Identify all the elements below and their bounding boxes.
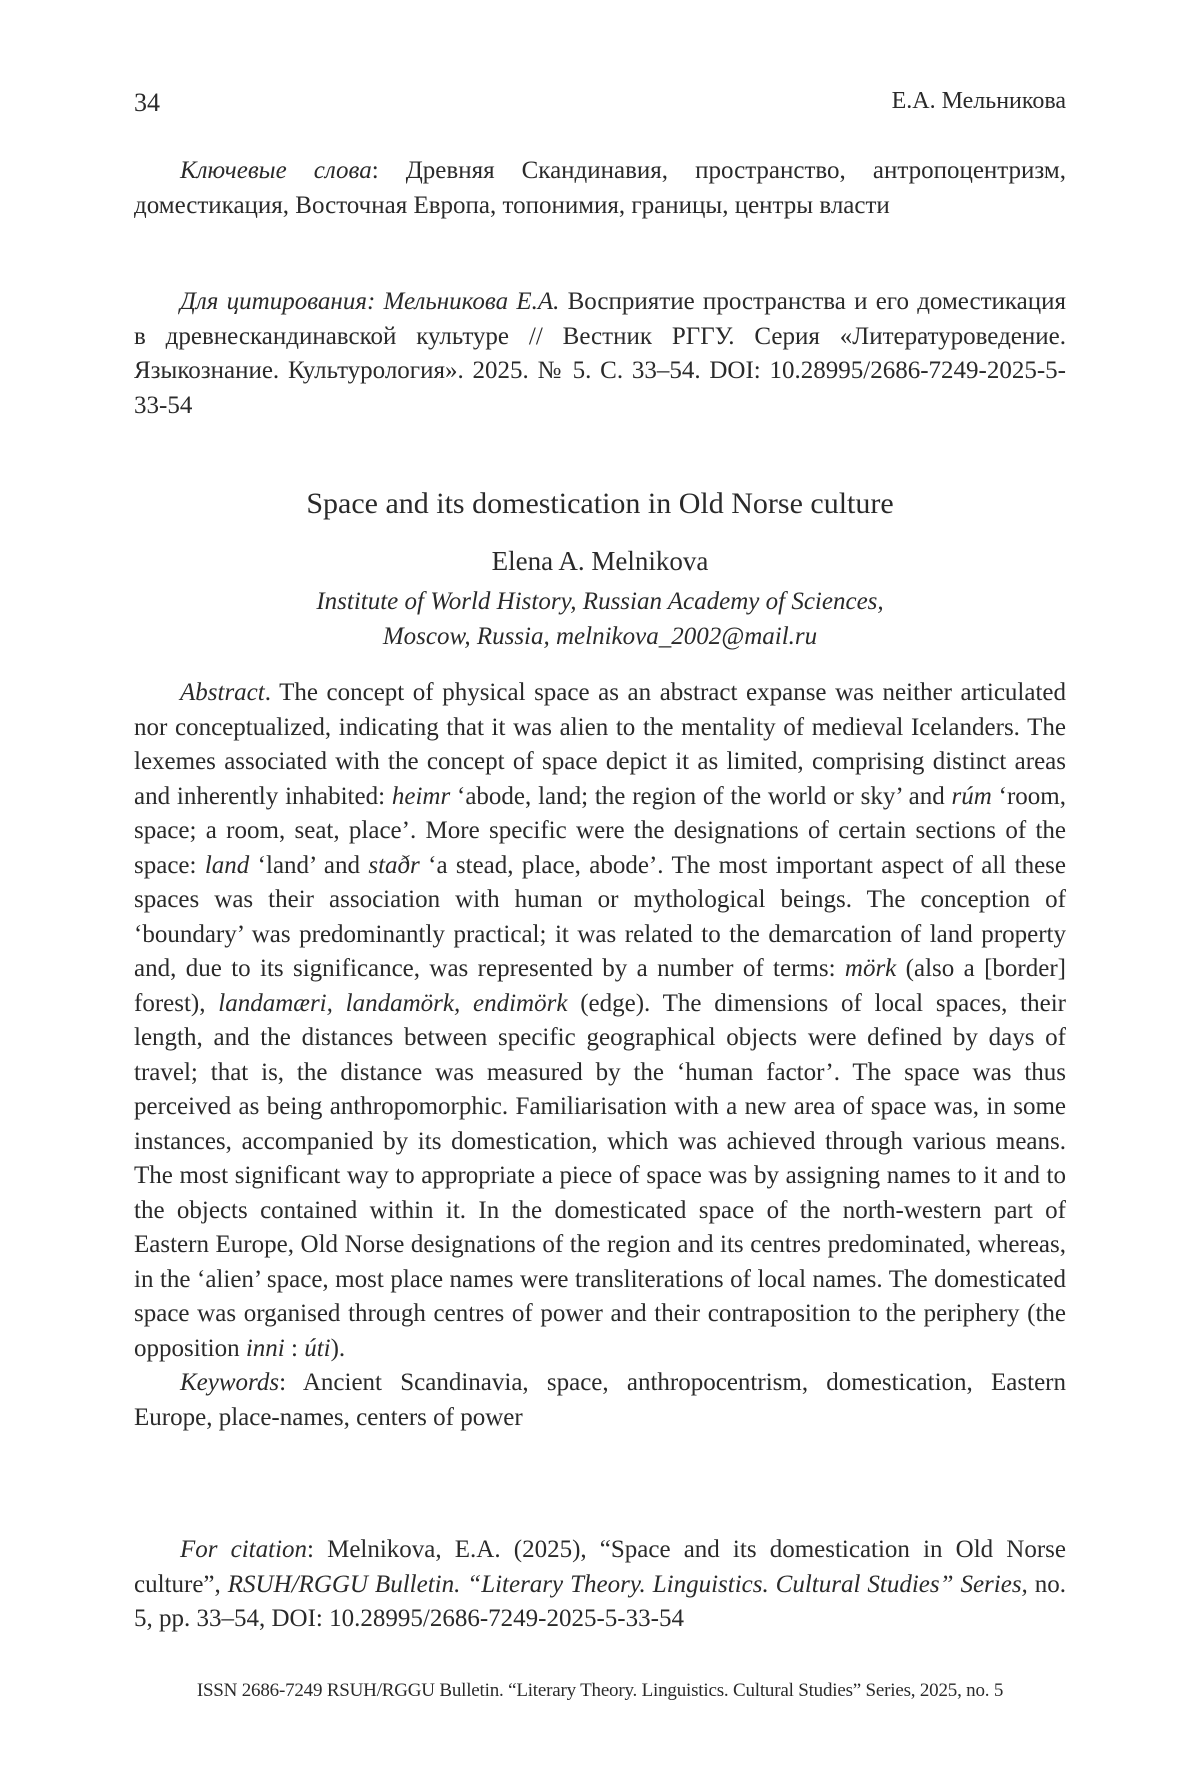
en-citation <box>134 1533 1066 1637</box>
en-keywords <box>134 1366 1066 1435</box>
abstract-italic-term: land <box>204 851 250 879</box>
ru-keywords-label: Ключевые слова <box>180 157 372 184</box>
ru-citation-label: Для цитирования: Мельникова Е.А. <box>180 288 560 315</box>
author-name: Elena A. Melnikova <box>491 546 709 576</box>
abstract-italic-term: staðr <box>368 851 420 879</box>
abstract-text: ‘land’ and <box>249 851 369 879</box>
abstract-italic-term: landamæri, landamörk, endimörk <box>218 989 568 1017</box>
abstract-text: (also a [border] forest), <box>134 955 1066 1017</box>
abstract-text: : <box>284 1334 305 1362</box>
abstract-italic-term: inni <box>245 1334 285 1362</box>
abstract-paragraph <box>134 676 1066 1366</box>
en-keywords-text: : Ancient Scandinavia, space, anthropocentrism, domestication, Eastern Europe, place-names, centers of power <box>134 1369 1066 1431</box>
abstract-italic-term: heimr <box>391 782 451 810</box>
en-citation-label: For citation <box>180 1536 308 1563</box>
abstract-text: ‘room, space; a room, seat, place’. More specific were the designations of certain sections of the space: <box>134 782 1066 879</box>
running-author: Е.А. Мельникова <box>891 88 1066 114</box>
ru-keywords <box>134 154 1066 223</box>
article-title: Space and its domestication in Old Norse culture <box>306 487 894 520</box>
abstract-text: (edge). The dimensions of local spaces, their length, and the distances between specific geographical objects were defined by days of travel; that is, the distance was measured by the ‘human factor’. The space was thus perceived as being anthropomorphic. Familiarisation with a new area of space was, in some instances, accompanied by its domestication, which was achieved through various means. The most significant way to appropriate a piece of space was by assigning names to it and to the objects contained within it. In the domesticated space of the north-western part of Eastern Europe, Old Norse designations of the region and its centres predominated, whereas, in the ‘alien’ space, most place names were transliterations of local names. The domesticated space was organised through centres of power and their contraposition to the periphery (the opposition <box>134 989 1066 1362</box>
abstract-text: ). <box>330 1334 346 1362</box>
abstract-italic-term: mörk <box>844 955 897 982</box>
affiliation-line-2: Moscow, Russia, melnikova_2002@mail.ru <box>382 623 818 650</box>
en-keywords-label: Keywords <box>180 1369 280 1396</box>
page-footer: ISSN 2686-7249 RSUH/RGGU Bulletin. “Literary Theory. Linguistics. Cultural Studies” Series, 2025, no. 5 <box>196 1680 1004 1701</box>
abstract-text: ‘abode, land; the region of the world or sky’ and <box>450 782 952 810</box>
en-citation-text-2: no. 5, pp. 33–54, DOI: 10.28995/2686-7249-2025-5-33-54 <box>134 1570 1066 1632</box>
page-number: 34 <box>134 88 160 117</box>
abstract-italic-term: rúm <box>951 782 992 810</box>
ru-citation <box>134 285 1066 423</box>
en-citation-text-1: : Melnikova, E.A. (2025), “Space and its domestication in Old Norse culture”, <box>134 1536 1066 1598</box>
en-citation-journal: RSUH/RGGU Bulletin. “Literary Theory. Linguistics. Cultural Studies” Series, <box>227 1570 1028 1598</box>
ru-keywords-text: : Древняя Скандинавия, пространство, антропоцентризм, доместикация, Восточная Европа, топонимия, границы, центры власти <box>134 157 1066 219</box>
abstract-text: . The concept of physical space as an abstract expanse was neither articulated nor conceptualized, indicating that it was alien to the mentality of medieval Icelanders. The lexemes associated with the concept of space depict it as limited, comprising distinct areas and inherently inhabited: <box>134 679 1066 810</box>
abstract-italic-term: Abstract <box>180 679 265 706</box>
abstract <box>134 676 1066 1435</box>
ru-citation-text: Восприятие пространства и его доместикация в древнескандинавской культуре // Вестник РГГУ. Серия «Литературоведение. Языкознание. Культурология». 2025. № 5. С. 33–54. DOI: 10.28995/2686-7249-2025-5-33-54 <box>134 288 1067 419</box>
abstract-italic-term: úti <box>304 1334 331 1362</box>
affiliation-line-1: Institute of World History, Russian Academy of Sciences, <box>316 588 884 615</box>
abstract-text: ‘a stead, place, abode’. The most important aspect of all these spaces was their association with human or mythological beings. The conception of ‘boundary’ was predominantly practical; it was related to the demarcation of land property and, due to its significance, was represented by a number of terms: <box>134 851 1066 982</box>
affiliation <box>134 584 1066 654</box>
